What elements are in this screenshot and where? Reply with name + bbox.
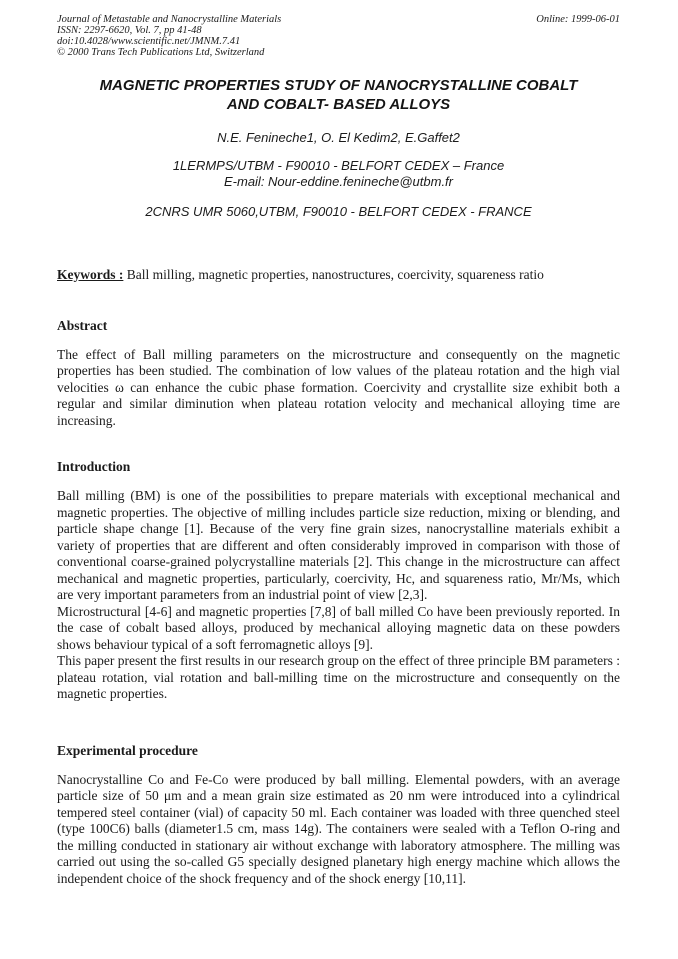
introduction-paragraph-2: Microstructural [4-6] and magnetic properties [7,8] of ball milled Co have been previously reported. In the case of cobalt based alloys, produced by mechanical alloying magnetic data on these powders shows behaviour typical of a soft ferromagnetic alloys [9]. xyxy=(57,603,620,652)
affiliation-block-1 xyxy=(57,158,620,189)
issn-line: ISSN: 2297-6620, Vol. 7, pp 41-48 xyxy=(57,25,202,36)
doi-line: doi:10.4028/www.scientific.net/JMNM.7.41 xyxy=(57,36,241,47)
introduction-heading: Introduction xyxy=(57,459,131,474)
journal-header xyxy=(57,14,620,58)
introduction-paragraph-3: This paper present the first results in our research group on the effect of three principle BM parameters : plateau rotation, vial rotation and ball-milling time on the microstructure and consequently on the magnetic properties. xyxy=(57,653,620,701)
affiliation-2: 2CNRS UMR 5060,UTBM, F90010 - BELFORT CEDEX - FRANCE xyxy=(145,204,532,219)
title-line-1: MAGNETIC PROPERTIES STUDY OF NANOCRYSTALLINE COBALT xyxy=(99,77,578,94)
title-line-2: AND COBALT- BASED ALLOYS xyxy=(226,96,451,113)
journal-name: Journal of Metastable and Nanocrystalline Materials xyxy=(57,14,282,25)
keywords-text: Ball milling, magnetic properties, nanostructures, coercivity, squareness ratio xyxy=(123,266,544,282)
journal-header-row xyxy=(57,14,620,25)
authors-line: N.E. Fenineche1, O. El Kedim2, E.Gaffet2 xyxy=(217,130,460,145)
keywords-line xyxy=(57,266,620,283)
online-date: Online: 1999-06-01 xyxy=(536,14,620,25)
author-email: E-mail: Nour-eddine.fenineche@utbm.fr xyxy=(223,173,453,189)
copyright-line: © 2000 Trans Tech Publications Ltd, Switzerland xyxy=(57,47,265,58)
introduction-paragraph-1: Ball milling (BM) is one of the possibilities to prepare materials with exceptional mechanical and magnetic properties. The objective of milling includes particle size reduction, mixing or blending, and particle shape change [1]. Because of the very fine grain sizes, nanocrystalline materials exhibit a variety of properties that are different and often considerably improved in comparison with those of conventional coarse-grained polycrystalline materials [2]. This change in the microstructure can affect mechanical and magnetic properties, particularly, coercivity, Hc, and squareness ratio, Mr/Ms, which are very important parameters from an industrial point of view [2,3]. xyxy=(57,488,620,602)
experimental-heading: Experimental procedure xyxy=(57,742,198,758)
paper-title xyxy=(57,76,620,114)
affiliation-1: 1LERMPS/UTBM - F90010 - BELFORT CEDEX – France xyxy=(172,158,505,173)
abstract-paragraph: The effect of Ball milling parameters on the microstructure and consequently on the magnetic properties has been studied. The combination of low values of the plateau rotation and the high vial velocities ω can enhance the cubic phase formation. Coercivity and crystallite size exhibit both a regular and similar diminution when plateau rotation velocity and mechanical alloying time are increasing. xyxy=(57,346,620,428)
abstract-heading: Abstract xyxy=(57,317,108,333)
keywords-label: Keywords : xyxy=(57,266,124,282)
experimental-paragraph: Nanocrystalline Co and Fe-Co were produced by ball milling. Elemental powders, with an average particle size of 50 μm and a mean grain size estimated as 20 nm were introduced into a cylindrical tempered steel container (vial) of capacity 50 ml. Each container was loaded with three quenched steel (type 100C6) balls (diameter1.5 cm, mass 14g). The containers were sealed with a Teflon O-ring and the milling conducted in stationary air without exchange with laboratory atmosphere. The milling was carried out using the so-called G5 specially designed planetary high energy machine which allows the independent choice of the shock frequency and of the shock energy [10,11]. xyxy=(57,771,620,886)
